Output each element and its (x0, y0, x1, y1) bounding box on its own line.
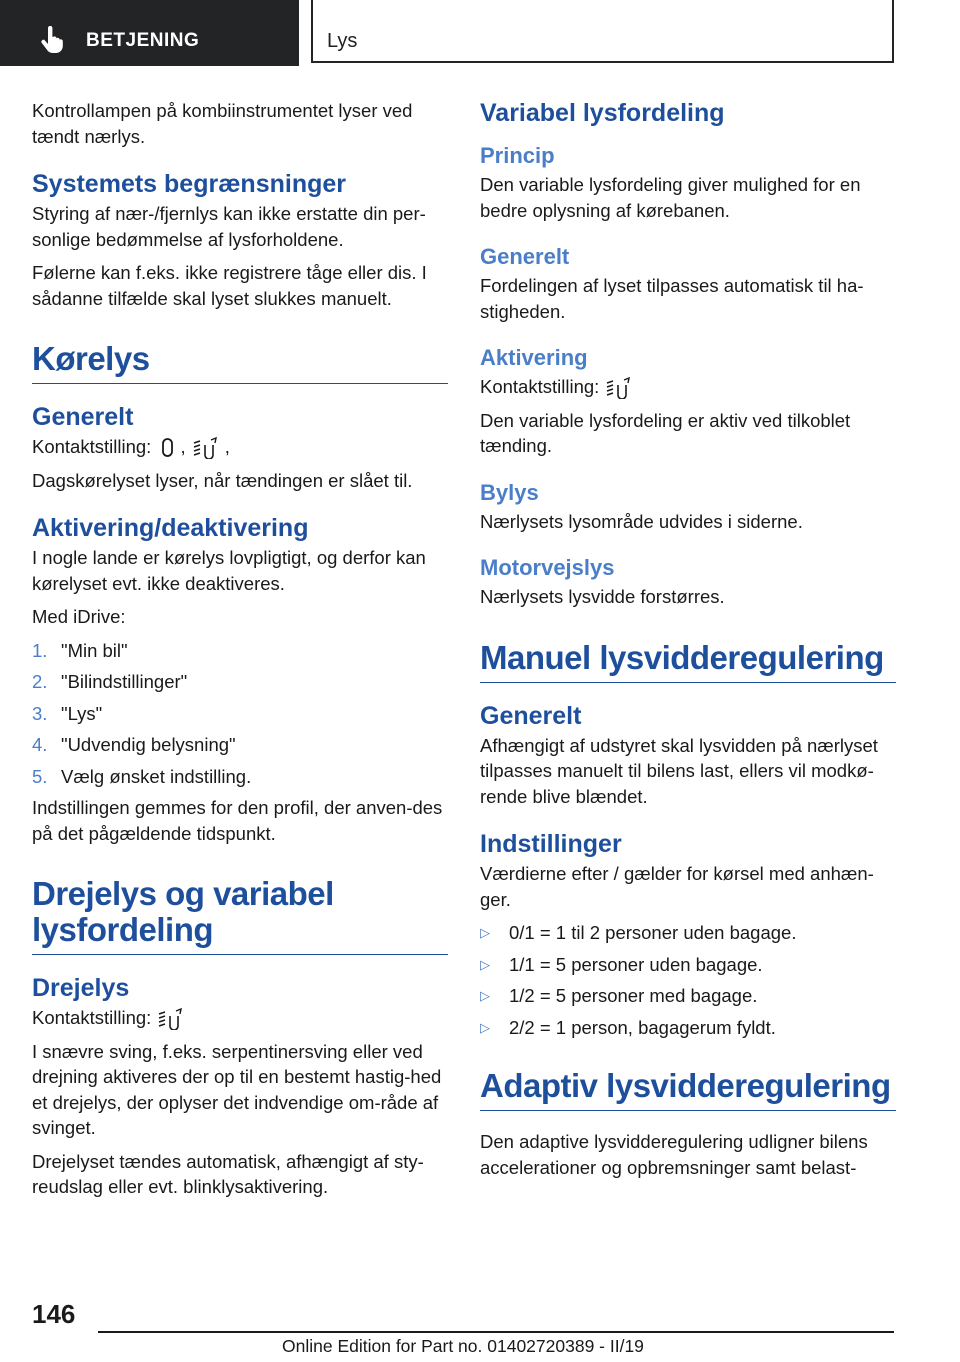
bylys-paragraph: Nærlysets lysområde udvides i siderne. (480, 510, 803, 532)
adaptiv-paragraph: Den adaptive lysvidderegulering udligner bilens accelerationer og opbremsninger samt belast- (480, 1131, 868, 1178)
princip-paragraph: Den variable lysfordeling giver mulighed for en bedre oplysning af kørebanen. (480, 174, 861, 221)
triangle-bullet-icon: ▷ (480, 925, 490, 940)
list-item: ▷ 1/2 = 5 personer med bagage. (480, 983, 896, 1009)
triangle-bullet-icon: ▷ (480, 956, 490, 972)
motorvej-paragraph: Nærlysets lysvidde forstørres. (480, 586, 725, 607)
korelys-heading: Kørelys (32, 341, 448, 384)
list-item: 1. "Min bil" (32, 639, 128, 661)
page-number: 146 (32, 1299, 76, 1329)
chapter-title: BETJENING (86, 30, 200, 51)
pointing-hand-icon (40, 26, 66, 54)
list-item: 5. Vælg ønsket indstilling. (32, 765, 252, 787)
footer-divider (98, 1331, 894, 1333)
indstillinger-heading: Indstillinger (480, 830, 622, 858)
list-item: 3. "Lys" (32, 702, 103, 724)
triangle-bullet-icon: ▷ (480, 988, 490, 1003)
radio-ready-icon (156, 437, 180, 459)
drejelys-heading: Drejelys (32, 974, 130, 1002)
drejelys-paragraph-1: I snævre sving, f.eks. serpentinersving eller ved drejning aktiveres der op til en bestemt hastig-hed et drejelys, der oplyser det indvendige om-råde af svinget. (32, 1040, 442, 1138)
ignition-on-icon (604, 377, 638, 399)
ignition-on-icon (191, 437, 225, 459)
page-header (0, 0, 960, 66)
korelys-generelt-heading: Generelt (32, 403, 134, 431)
indstillinger-paragraph: Værdierne efter / gælder for kørsel med anhæn-ger. (480, 863, 874, 910)
dagskorelys-paragraph: Dagskørelyset lyser, når tændingen er slået til. (32, 469, 413, 491)
steps-list (32, 638, 448, 790)
adaptiv-main-heading: Adaptiv lysvidderegulering (480, 1068, 896, 1111)
list-item: 4. "Udvendig belysning" (32, 734, 236, 755)
list-item: 2. "Bilindstillinger" (32, 671, 188, 692)
section-title: Lys (327, 30, 358, 52)
manuel-generelt-paragraph: Afhængigt af udstyret skal lysvidden på nærlyset tilpasses manuelt til bilens last, ellers vil modkø-rende blive blændet. (480, 734, 878, 807)
variabel-aktivering-heading: Aktivering (480, 345, 588, 370)
variabel-generelt-paragraph: Fordelingen af lyset tilpasses automatisk til ha-stigheden. (480, 275, 864, 322)
edition-footer: Online Edition for Part no. 01402720389 - II/19 (282, 1336, 644, 1356)
section-tab (311, 0, 894, 63)
manuel-generelt-heading: Generelt (480, 701, 582, 730)
comma-separator: , (180, 436, 186, 457)
drejelys-kontakt-line (32, 1005, 448, 1031)
princip-heading: Princip (480, 143, 555, 168)
settings-list (480, 920, 896, 1040)
bylys-heading: Bylys (480, 479, 539, 505)
limits-paragraph-1: Styring af nær-/fjernlys kan ikke erstatte din per-sonlige bedømmelse af lysforholdene. (32, 203, 426, 250)
kontakt-label: Kontaktstilling: (32, 1007, 152, 1028)
variabel-heading: Variabel lysfordeling (480, 99, 725, 127)
list-item: ▷ 2/2 = 1 person, bagagerum fyldt. (480, 1015, 896, 1041)
drejelys-paragraph-2: Drejelyset tændes automatisk, afhængigt af sty-reudslag eller evt. blinklysaktivering. (32, 1150, 424, 1197)
motorvej-heading: Motorvejslys (480, 555, 615, 580)
kontakt-label: Kontaktstilling: (32, 436, 152, 457)
variabel-generelt-heading: Generelt (480, 244, 570, 269)
left-column (32, 98, 448, 1208)
drejelys-main-heading: Drejelys og variabel lysfordeling (32, 876, 448, 955)
aktivering-paragraph: I nogle lande er kørelys lovpligtigt, og derfor kan kørelyset evt. ikke deaktiveres. (32, 547, 426, 594)
kontakt-label: Kontaktstilling: (480, 376, 600, 397)
variabel-aktivering-paragraph: Den variable lysfordeling er aktiv ved tilkoblet tænding. (480, 409, 851, 456)
list-item: ▷ 1/1 = 5 personer uden bagage. (480, 952, 896, 978)
aktivering-heading: Aktivering/deaktivering (32, 514, 309, 542)
korelys-kontakt-line (32, 434, 448, 460)
chapter-tab (0, 0, 299, 66)
right-column (480, 98, 896, 1188)
variabel-kontakt-line (480, 374, 896, 400)
limits-heading: Systemets begrænsninger (32, 170, 346, 198)
limits-paragraph-2: Følerne kan f.eks. ikke registrere tåge eller dis. I sådanne tilfælde skal lyset slukkes manuelt. (32, 262, 427, 309)
intro-paragraph: Kontrollampen på kombiinstrumentet lyser ved tændt nærlys. (32, 100, 413, 147)
manuel-main-heading: Manuel lysvidderegulering (480, 640, 896, 683)
list-item: ▷ 0/1 = 1 til 2 personer uden bagage. (480, 920, 896, 946)
idrive-label: Med iDrive: (32, 606, 126, 627)
gemmes-paragraph: Indstillingen gemmes for den profil, der anven-des på det pågældende tidspunkt. (32, 797, 443, 844)
comma-separator: , (224, 436, 230, 457)
ignition-on-icon (156, 1008, 190, 1030)
triangle-bullet-icon: ▷ (480, 1019, 490, 1035)
